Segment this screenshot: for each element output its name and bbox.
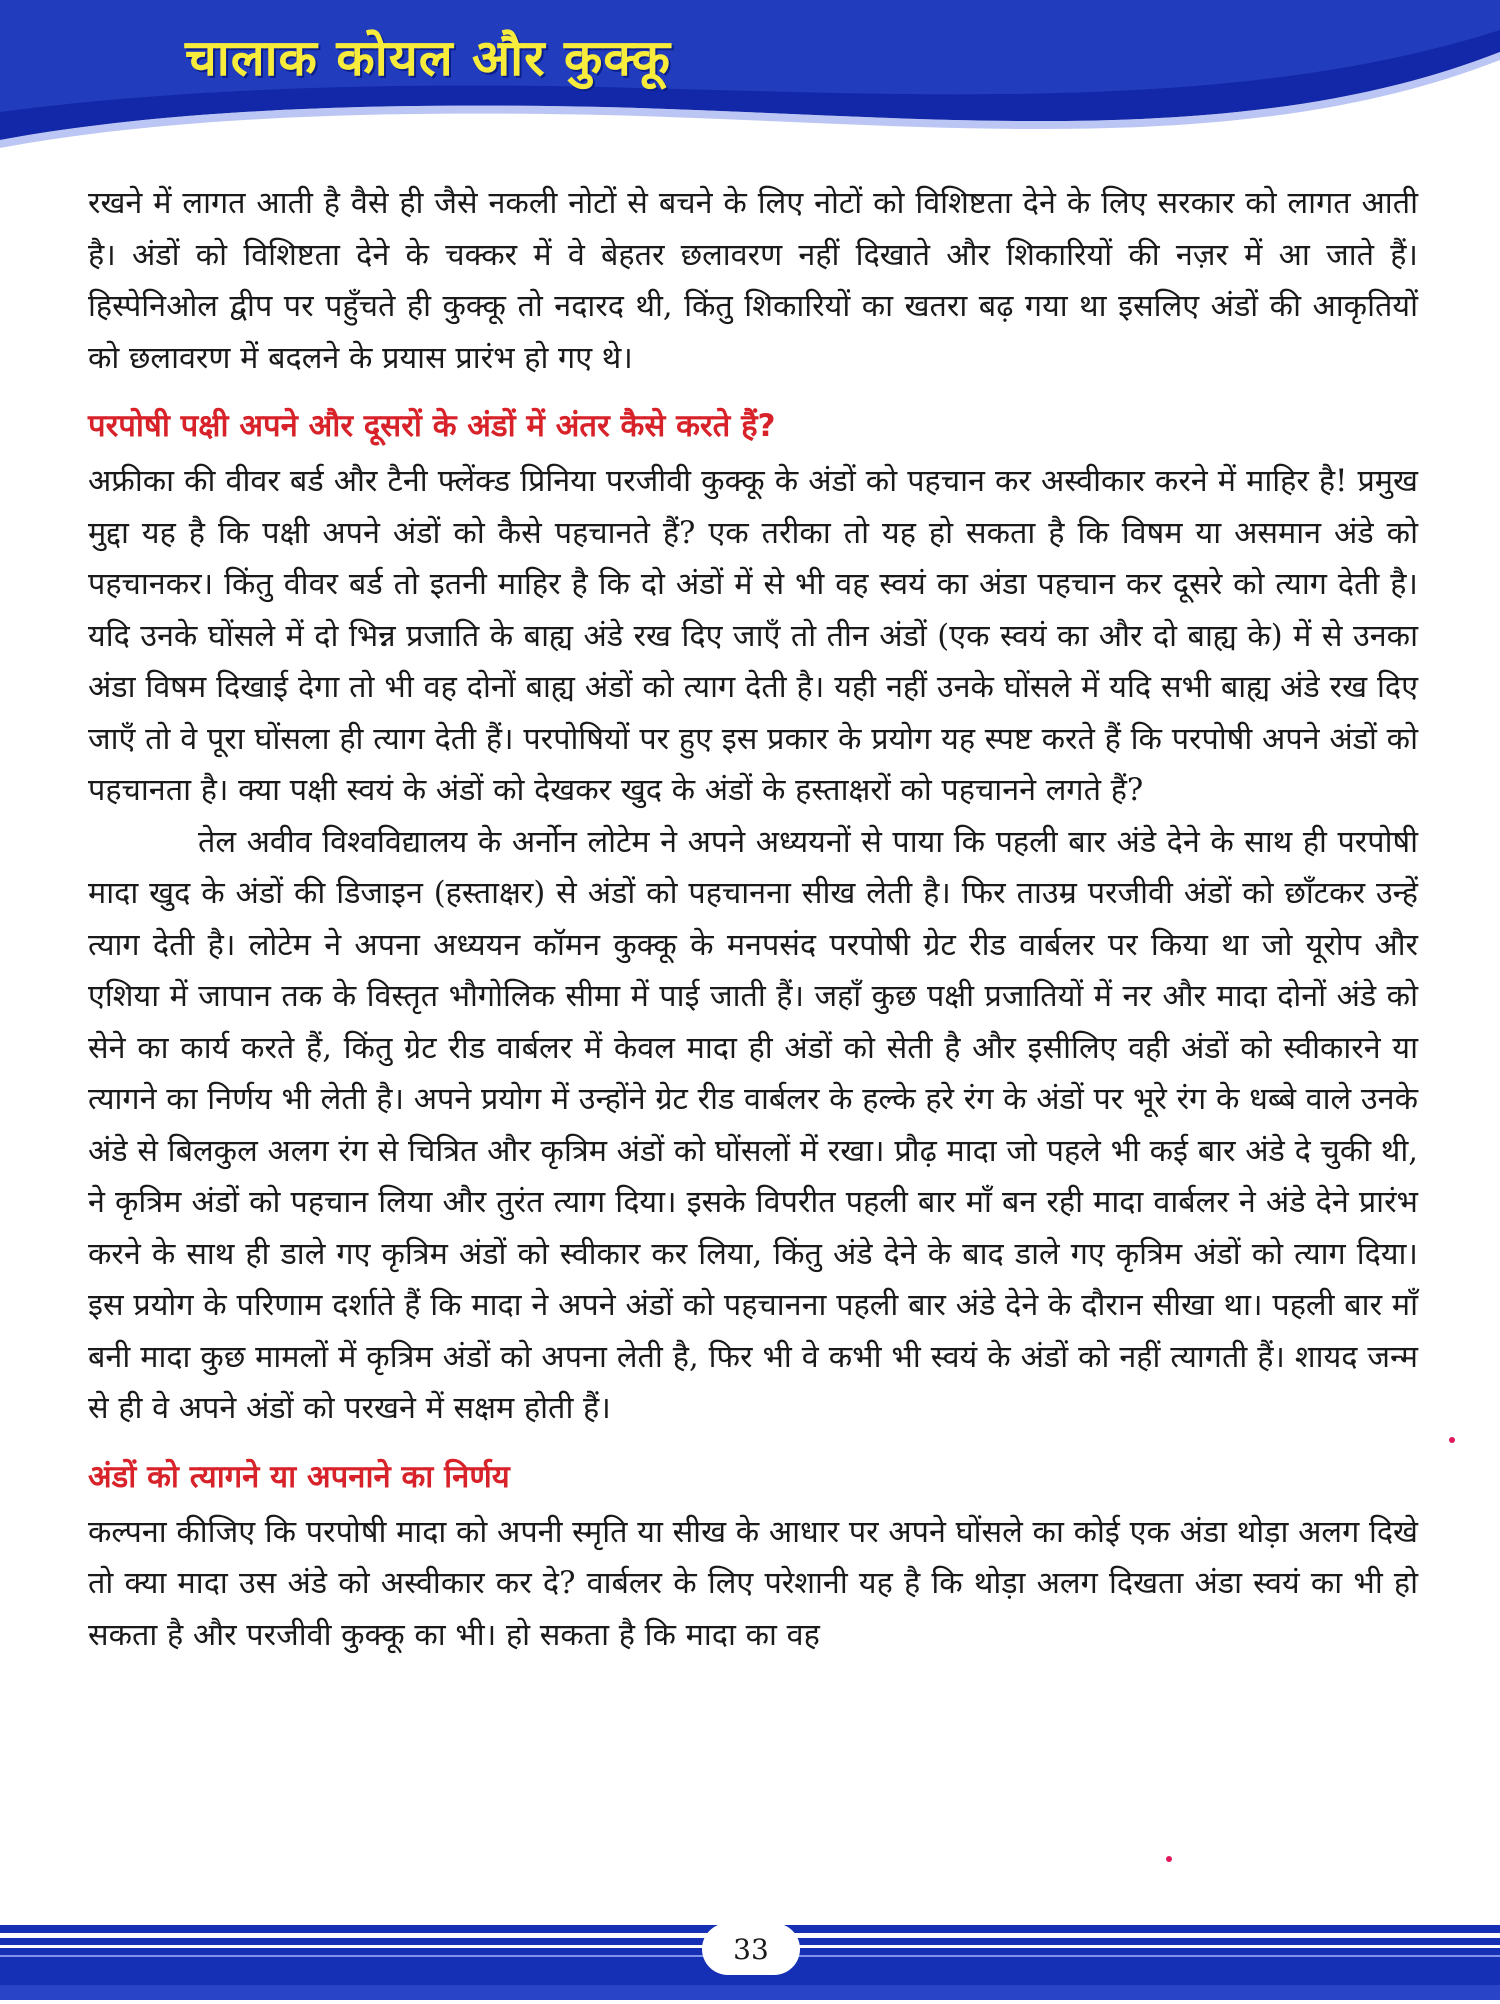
- ink-dot: [1449, 1437, 1455, 1443]
- section-heading-egg-discrimination: परपोषी पक्षी अपने और दूसरों के अंडों में अंतर कैसे करते हैं?: [88, 408, 776, 444]
- article-body: [88, 178, 1418, 1661]
- ink-dot: [1166, 1856, 1172, 1862]
- section-heading-egg-decision: अंडों को त्यागने या अपनाने का निर्णय: [88, 1458, 510, 1495]
- page-title: चालाक कोयल और कुक्कू: [185, 29, 672, 87]
- section1-paragraph-1: अफ्रीका की वीवर बर्ड और टैनी फ्लेंक्ड प्रिनिया परजीवी कुक्कू के अंडों को पहचान कर अस्वीकार करने में माहिर है! प्रमुख मुद्दा यह है कि पक्षी अपने अंडों को कैसे पहचानते हैं? एक तरीका तो यह हो सकता है कि विषम या असमान अंडे को पहचानकर। किंतु वीवर बर्ड तो इतनी माहिर है कि दो अंडों में से भी वह स्वयं का अंडा पहचान कर दूसरे को त्याग देती है। यदि उनके घोंसले में दो भिन्न प्रजाति के बाह्य अंडे रख दिए जाएँ तो तीन अंडों (एक स्वयं का और दो बाह्य के) में से उनका अंडा विषम दिखाई देगा तो भी वह दोनों बाह्य अंडों को त्याग देती है। यही नहीं उनके घोंसले में यदि सभी बाह्य अंडे रख दिए जाएँ तो वे पूरा घोंसला ही त्याग देती हैं। परपोषियों पर हुए इस प्रकार के प्रयोग यह स्पष्ट करते हैं कि परपोषी अपने अंडों को पहचानता है। क्या पक्षी स्वयं के अंडों को देखकर खुद के अंडों के हस्ताक्षरों को पहचानने लगते हैं?: [88, 464, 1418, 808]
- section2-paragraph-1: कल्पना कीजिए कि परपोषी मादा को अपनी स्मृति या सीख के आधार पर अपने घोंसले का कोई एक अंडा थोड़ा अलग दिखे तो क्या मादा उस अंडे को अस्वीकार कर दे? वार्बलर के लिए परेशानी यह है कि थोड़ा अलग दिखता अंडा स्वयं का भी हो सकता है और परजीवी कुक्कू का भी। हो सकता है कि मादा का वह: [88, 1514, 1418, 1653]
- page-number-badge: [705, 1926, 797, 1972]
- section1-paragraph-2: तेल अवीव विश्वविद्यालय के अर्नोन लोटेम ने अपने अध्ययनों से पाया कि पहली बार अंडे देने के साथ ही परपोषी मादा खुद के अंडों की डिजाइन (हस्ताक्षर) से अंडों को पहचानना सीख लेती है। फिर ताउम्र परजीवी अंडों को छाँटकर उन्हें त्याग देती है। लोटेम ने अपना अध्ययन कॉमन कुक्कू के मनपसंद परपोषी ग्रेट रीड वार्बलर पर किया था जो यूरोप और एशिया में जापान तक के विस्तृत भौगोलिक सीमा में पाई जाती हैं। जहाँ कुछ पक्षी प्रजातियों में नर और मादा दोनों अंडे को सेने का कार्य करते हैं, किंतु ग्रेट रीड वार्बलर में केवल मादा ही अंडों को सेती है और इसीलिए वही अंडों को स्वीकारने या त्यागने का निर्णय भी लेती है। अपने प्रयोग में उन्होंने ग्रेट रीड वार्बलर के हल्के हरे रंग के अंडों पर भूरे रंग के धब्बे वाले उनके अंडे से बिलकुल अलग रंग से चित्रित और कृत्रिम अंडों को घोंसलों में रखा। प्रौढ़ मादा जो पहले भी कई बार अंडे दे चुकी थी, ने कृत्रिम अंडों को पहचान लिया और तुरंत त्याग दिया। इसके विपरीत पहली बार माँ बन रही मादा वार्बलर ने अंडे देने प्रारंभ करने के साथ ही डाले गए कृत्रिम अंडों को स्वीकार कर लिया, किंतु अंडे देने के बाद डाले गए कृत्रिम अंडों को त्याग दिया। इस प्रयोग के परिणाम दर्शाते हैं कि मादा ने अपने अंडों को पहचानना पहली बार अंडे देने के दौरान सीखा था। पहली बार माँ बनी मादा कुछ मामलों में कृत्रिम अंडों को अपना लेती है, फिर भी वे कभी भी स्वयं के अंडों को नहीं त्यागती हैं। शायद जन्म से ही वे अपने अंडों को परखने में सक्षम होती हैं।: [88, 824, 1418, 1426]
- intro-paragraph: रखने में लागत आती है वैसे ही जैसे नकली नोटों से बचने के लिए नोटों को विशिष्टता देने के लिए सरकार को लागत आती है। अंडों को विशिष्टता देने के चक्कर में वे बेहतर छलावरण नहीं दिखाते और शिकारियों की नज़र में आ जाते हैं। हिस्पेनिओल द्वीप पर पहुँचते ही कुक्कू तो नदारद थी, किंतु शिकारियों का खतरा बढ़ गया था इसलिए अंडों की आकृतियों को छलावरण में बदलने के प्रयास प्रारंभ हो गए थे।: [88, 186, 1418, 376]
- page-number: 33: [733, 1932, 769, 1966]
